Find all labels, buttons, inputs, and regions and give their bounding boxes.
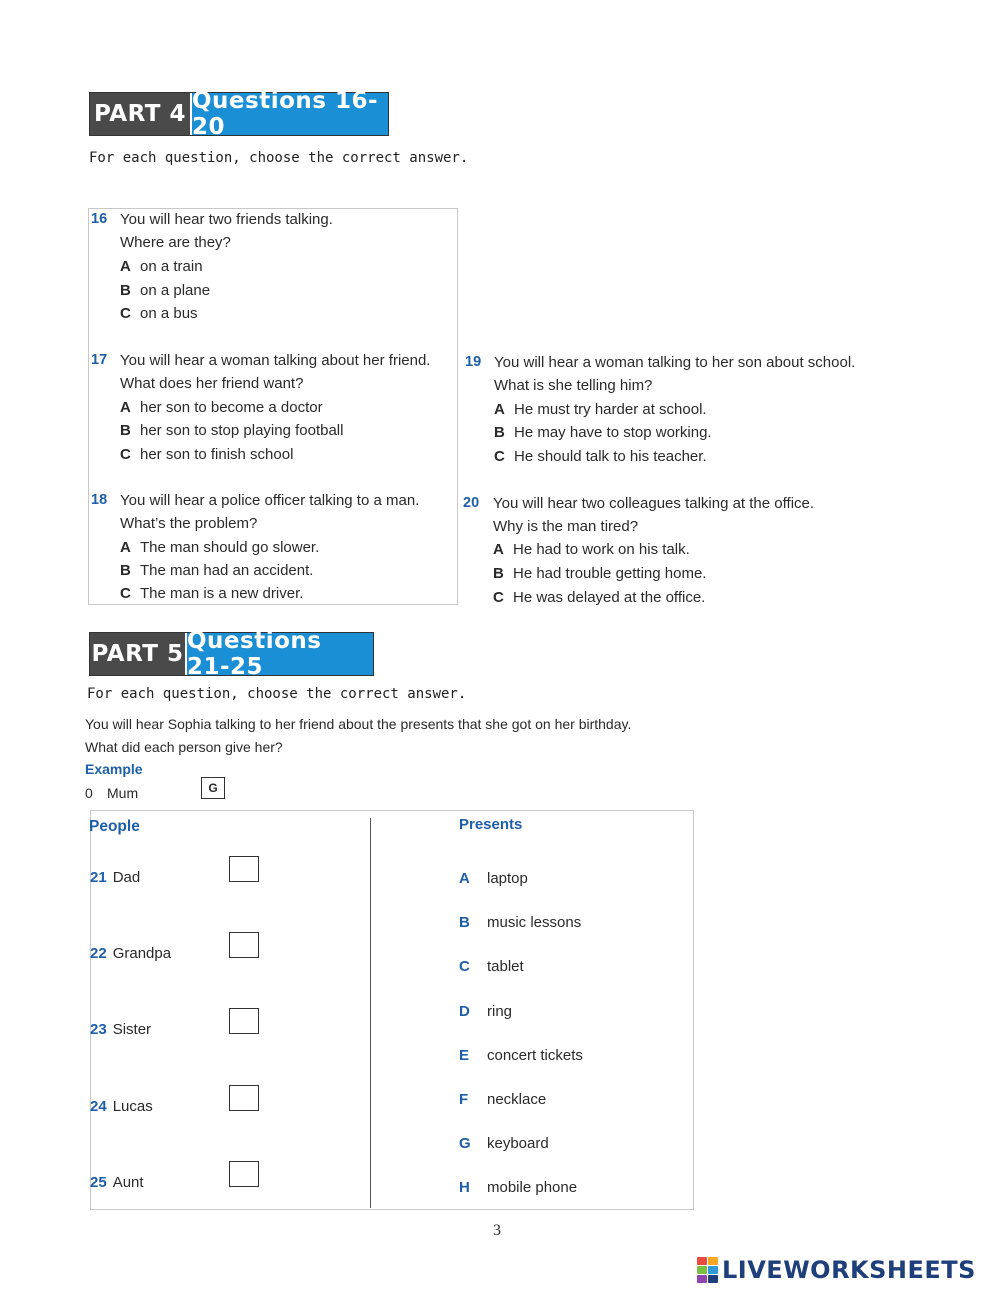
option-b[interactable] xyxy=(120,282,210,299)
person-number: 23 xyxy=(90,1021,107,1038)
question-number: 18 xyxy=(91,492,108,508)
question-number: 17 xyxy=(91,352,108,368)
option-letter: A xyxy=(120,258,131,275)
option-letter: B xyxy=(120,282,131,299)
option-text: He should talk to his teacher. xyxy=(514,448,707,465)
question-text: Why is the man tired? xyxy=(493,518,639,535)
present-letter: C xyxy=(459,958,470,975)
present-text: necklace xyxy=(487,1091,547,1108)
page-number: 3 xyxy=(493,1222,501,1239)
present-b xyxy=(459,914,581,931)
answer-box-23[interactable] xyxy=(229,1008,259,1034)
present-text: laptop xyxy=(487,870,528,887)
option-a[interactable] xyxy=(120,258,203,275)
option-text: on a plane xyxy=(140,282,211,299)
question-number: 16 xyxy=(91,211,108,227)
option-text: The man should go slower. xyxy=(140,539,320,556)
option-text: on a bus xyxy=(140,305,198,322)
people-heading: People xyxy=(89,818,140,835)
option-text: He may have to stop working. xyxy=(514,424,712,441)
present-letter: G xyxy=(459,1135,471,1152)
question-text: What is she telling him? xyxy=(494,377,653,394)
person-21 xyxy=(90,869,140,886)
present-letter: F xyxy=(459,1091,469,1108)
option-text: her son to become a doctor xyxy=(140,399,323,416)
part5-intro-line2: What did each person give her? xyxy=(85,739,283,755)
table-divider xyxy=(370,818,371,1208)
present-text: keyboard xyxy=(487,1135,549,1152)
presents-heading: Presents xyxy=(459,816,523,833)
question-prompt: You will hear a woman talking about her friend. xyxy=(120,352,431,369)
option-b[interactable] xyxy=(120,422,343,439)
present-letter: B xyxy=(459,914,470,931)
present-d xyxy=(459,1003,512,1020)
question-prompt: You will hear two friends talking. xyxy=(120,211,333,228)
option-c[interactable] xyxy=(120,585,303,602)
person-name: Aunt xyxy=(112,1174,144,1191)
part4-questions-label: Questions 16-20 xyxy=(192,93,388,135)
option-text: her son to stop playing football xyxy=(140,422,344,439)
option-letter: A xyxy=(120,539,131,556)
present-letter: H xyxy=(459,1179,470,1196)
option-c[interactable] xyxy=(493,589,705,606)
option-c[interactable] xyxy=(120,446,293,463)
part4-instruction: For each question, choose the correct answer. xyxy=(89,150,469,166)
option-text: He must try harder at school. xyxy=(514,401,707,418)
person-22 xyxy=(90,945,171,962)
option-a[interactable] xyxy=(120,539,319,556)
part4-banner xyxy=(89,88,389,140)
option-letter: B xyxy=(493,565,504,582)
option-letter: C xyxy=(120,585,131,602)
option-letter: B xyxy=(494,424,505,441)
liveworksheets-logo[interactable] xyxy=(697,1256,976,1284)
option-text: her son to finish school xyxy=(140,446,294,463)
person-name: Grandpa xyxy=(112,945,172,962)
option-text: The man had an accident. xyxy=(140,562,314,579)
person-name: Dad xyxy=(112,869,141,886)
question-number: 20 xyxy=(463,495,480,511)
option-c[interactable] xyxy=(120,305,198,322)
example-person: Mum xyxy=(107,785,139,801)
option-text: He had trouble getting home. xyxy=(513,565,707,582)
present-a xyxy=(459,870,528,887)
option-letter: B xyxy=(120,562,131,579)
question-text: What’s the problem? xyxy=(120,515,258,532)
question-prompt: You will hear two colleagues talking at the office. xyxy=(493,495,815,512)
option-b[interactable] xyxy=(494,424,712,441)
example-number: 0 xyxy=(85,785,93,801)
present-e xyxy=(459,1047,583,1064)
present-letter: E xyxy=(459,1047,470,1064)
option-a[interactable] xyxy=(120,399,323,416)
person-number: 25 xyxy=(90,1174,107,1191)
option-letter: C xyxy=(120,305,131,322)
example-label: Example xyxy=(85,761,143,777)
option-letter: A xyxy=(494,401,505,418)
part5-banner xyxy=(89,628,374,680)
answer-box-22[interactable] xyxy=(229,932,259,958)
option-text: He was delayed at the office. xyxy=(513,589,706,606)
person-number: 22 xyxy=(90,945,107,962)
present-c xyxy=(459,958,524,975)
question-prompt: You will hear a woman talking to her son about school. xyxy=(494,354,856,371)
present-letter: A xyxy=(459,870,470,887)
present-text: concert tickets xyxy=(487,1047,583,1064)
option-letter: C xyxy=(494,448,505,465)
person-number: 21 xyxy=(90,869,107,886)
present-text: tablet xyxy=(487,958,524,975)
option-a[interactable] xyxy=(493,541,690,558)
present-h xyxy=(459,1179,577,1196)
present-letter: D xyxy=(459,1003,470,1020)
answer-box-25[interactable] xyxy=(229,1161,259,1187)
present-text: music lessons xyxy=(487,914,582,931)
person-number: 24 xyxy=(90,1098,107,1115)
person-name: Lucas xyxy=(112,1098,153,1115)
option-c[interactable] xyxy=(494,448,707,465)
part5-label: PART 5 xyxy=(90,633,187,675)
option-letter: A xyxy=(120,399,131,416)
example-row xyxy=(85,785,138,801)
option-text: He had to work on his talk. xyxy=(513,541,690,558)
option-text: on a train xyxy=(140,258,203,275)
part5-instruction: For each question, choose the correct answer. xyxy=(87,686,467,702)
person-23 xyxy=(90,1021,151,1038)
question-text: What does her friend want? xyxy=(120,375,304,392)
part5-questions-label: Questions 21-25 xyxy=(187,633,373,675)
present-text: mobile phone xyxy=(487,1179,578,1196)
option-letter: A xyxy=(493,541,504,558)
answer-box-24[interactable] xyxy=(229,1085,259,1111)
present-text: ring xyxy=(487,1003,513,1020)
option-a[interactable] xyxy=(494,401,707,418)
present-g xyxy=(459,1135,549,1152)
option-b[interactable] xyxy=(120,562,313,579)
logo-blocks-icon xyxy=(697,1257,718,1283)
person-25 xyxy=(90,1174,144,1191)
present-f xyxy=(459,1091,546,1108)
question-number: 19 xyxy=(465,354,482,370)
logo-text: LIVEWORKSHEETS xyxy=(722,1256,976,1284)
question-prompt: You will hear a police officer talking to a man. xyxy=(120,492,420,509)
question-text: Where are they? xyxy=(120,234,231,251)
example-answer-box: G xyxy=(201,777,225,799)
option-b[interactable] xyxy=(493,565,706,582)
option-text: The man is a new driver. xyxy=(140,585,304,602)
part5-intro-line1: You will hear Sophia talking to her friend about the presents that she got on her birthday. xyxy=(85,716,632,732)
option-letter: C xyxy=(493,589,504,606)
person-24 xyxy=(90,1098,153,1115)
part4-label: PART 4 xyxy=(90,93,192,135)
option-letter: C xyxy=(120,446,131,463)
answer-box-21[interactable] xyxy=(229,856,259,882)
matching-table xyxy=(90,810,694,1210)
option-letter: B xyxy=(120,422,131,439)
person-name: Sister xyxy=(112,1021,152,1038)
